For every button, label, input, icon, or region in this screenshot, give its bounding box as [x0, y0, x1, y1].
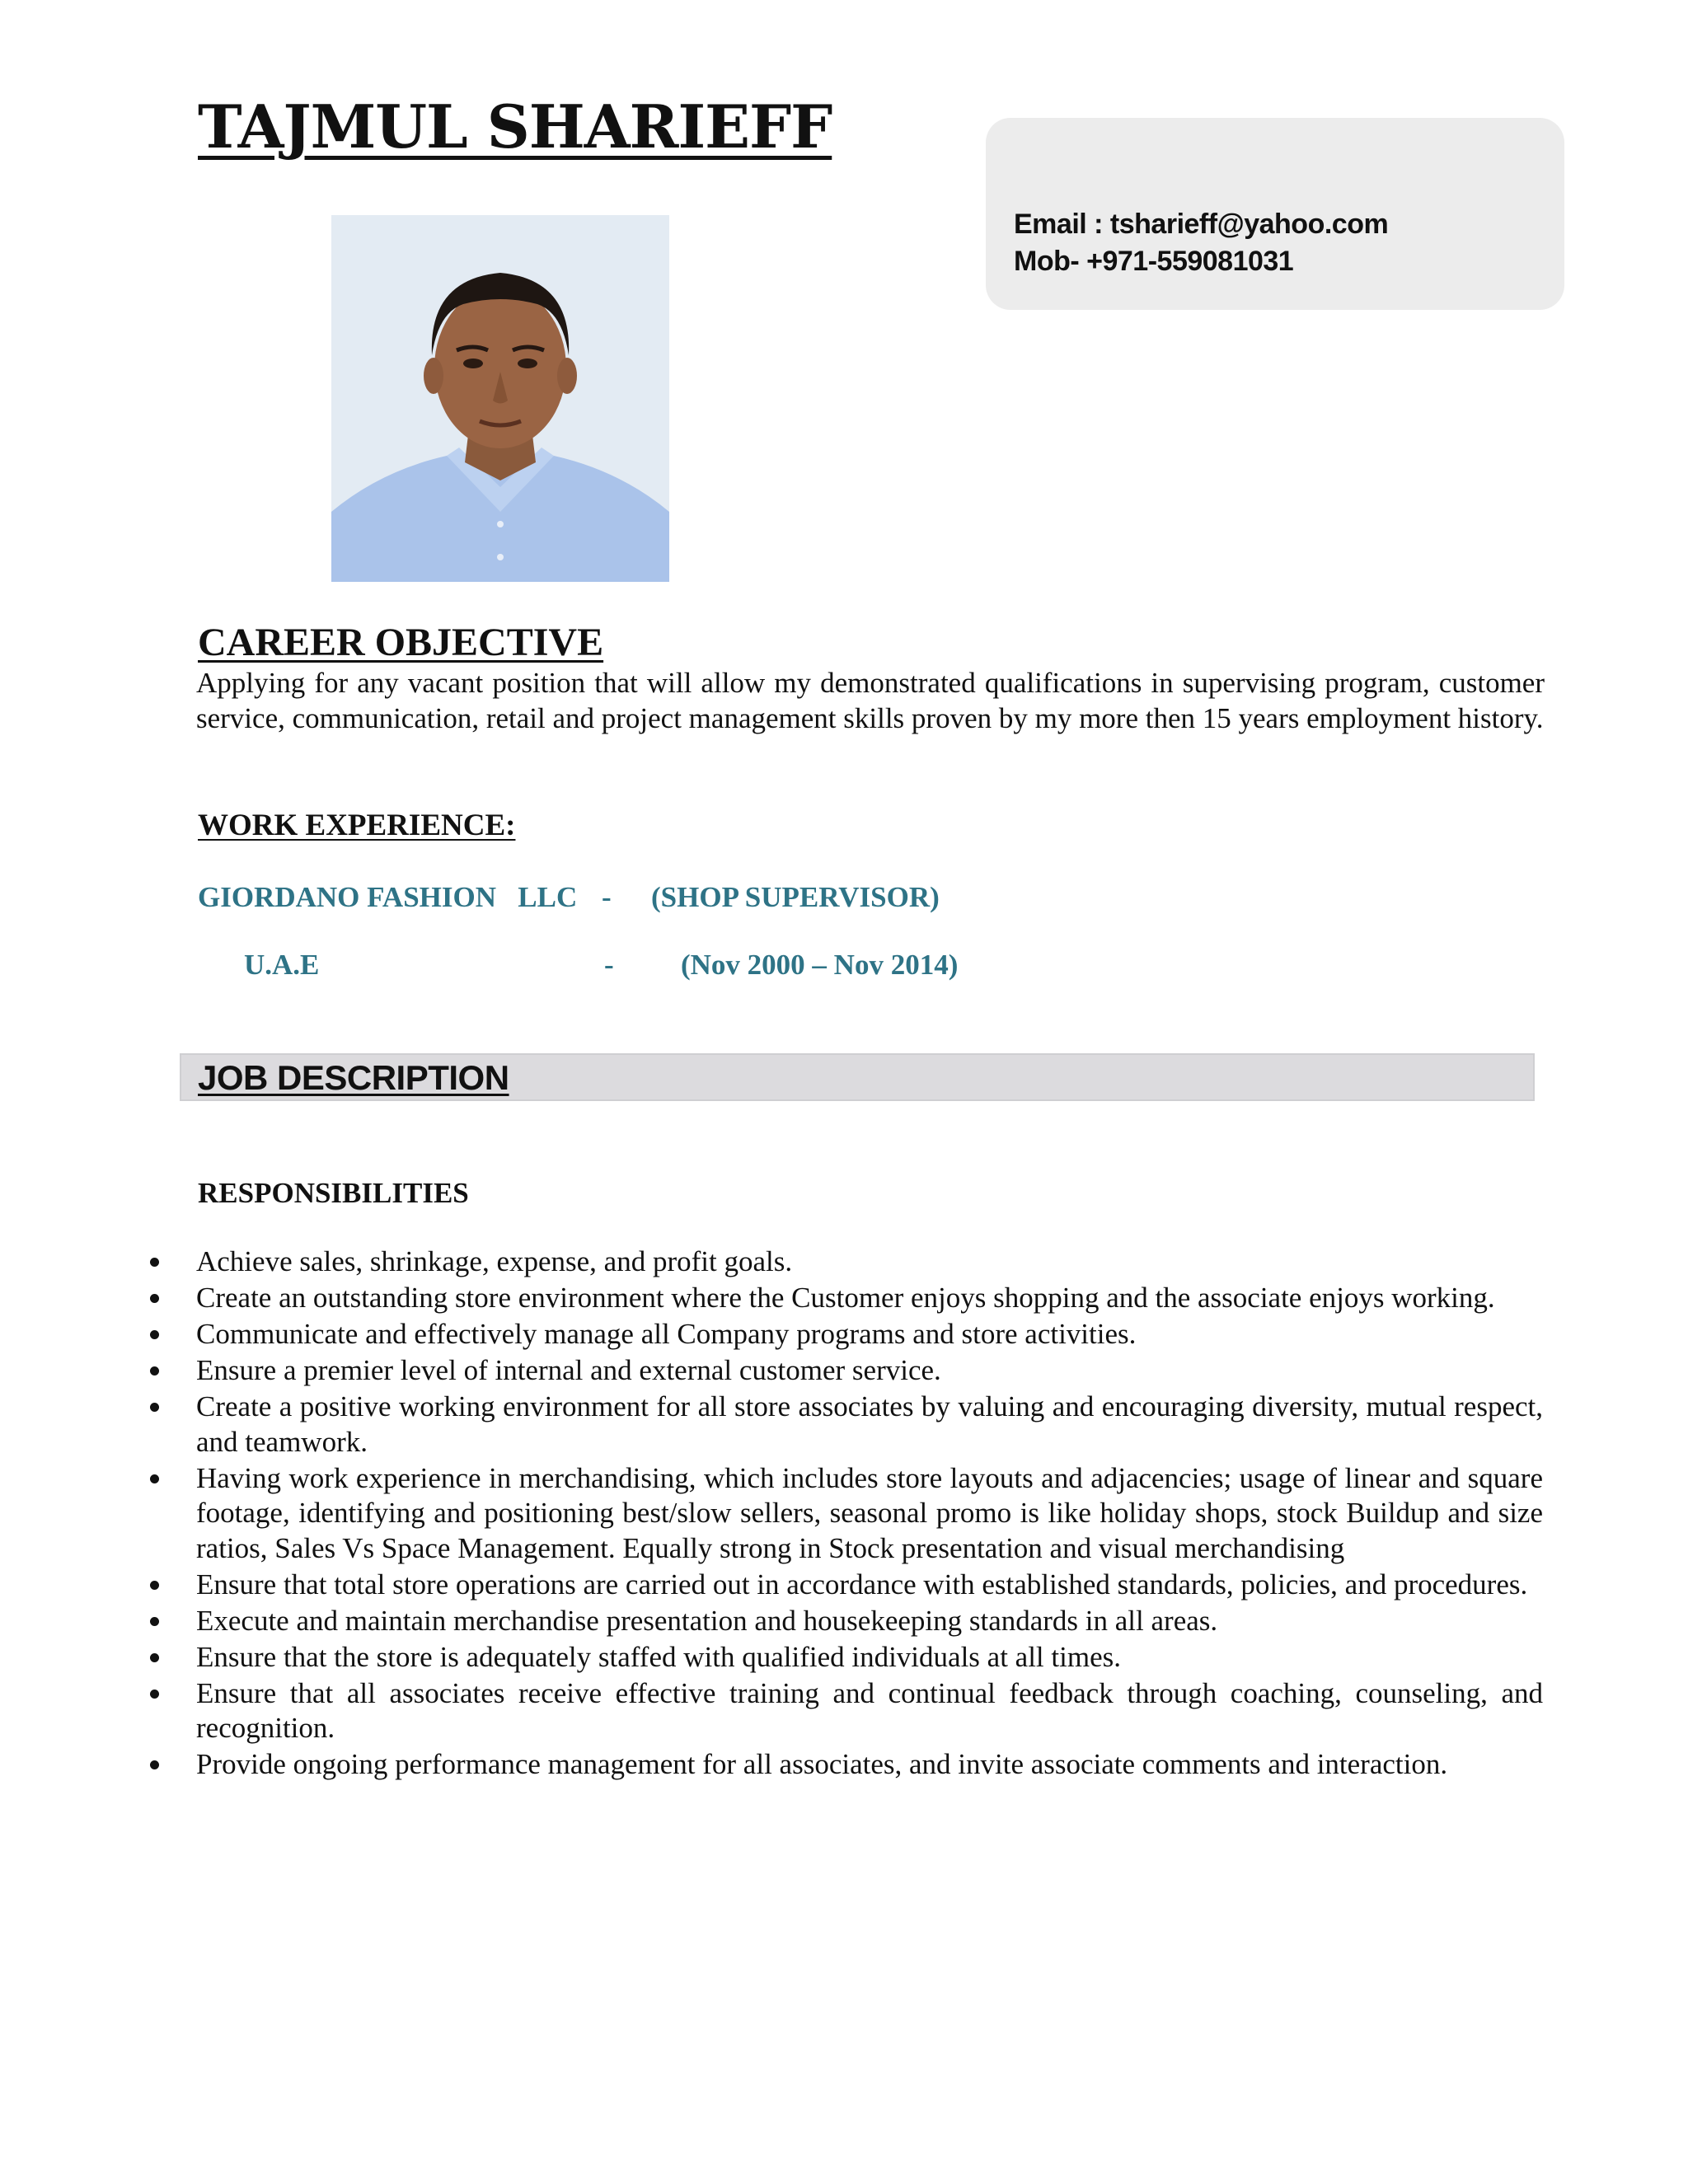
- list-item: Create a positive working environment for all store associates by valuing and encouraging diversity, mutual respect, and teamwork.: [196, 1390, 1543, 1460]
- responsibilities-list: [196, 1244, 1543, 1783]
- contact-email: Email : tsharieff@yahoo.com: [1014, 209, 1389, 240]
- candidate-name: TAJMUL SHARIEFF: [198, 91, 832, 162]
- list-item: Create an outstanding store environment where the Customer enjoys shopping and the associate enjoys working.: [196, 1281, 1543, 1316]
- profile-photo: [331, 215, 669, 582]
- company-dash: -: [602, 881, 612, 913]
- job-location: U.A.E: [244, 949, 320, 981]
- company-name: GIORDANO FASHION LLC: [198, 881, 578, 913]
- list-item: Ensure that the store is adequately staffed with qualified individuals at all times.: [196, 1640, 1543, 1675]
- list-item: Communicate and effectively manage all Company programs and store activities.: [196, 1317, 1543, 1352]
- list-item: Execute and maintain merchandise presentation and housekeeping standards in all areas.: [196, 1604, 1543, 1639]
- work-experience-heading: WORK EXPERIENCE:: [198, 808, 516, 842]
- job-role: (SHOP SUPERVISOR): [651, 881, 940, 913]
- list-item: Ensure that total store operations are carried out in accordance with established standards, policies, and procedures.: [196, 1568, 1543, 1603]
- list-item: Achieve sales, shrinkage, expense, and profit goals.: [196, 1244, 1543, 1280]
- period-dash: -: [604, 949, 614, 981]
- job-period: (Nov 2000 – Nov 2014): [681, 949, 959, 981]
- list-item: Ensure that all associates receive effective training and continual feedback through coaching, counseling, and recognition.: [196, 1676, 1543, 1746]
- contact-box: [986, 118, 1564, 310]
- list-item: Ensure a premier level of internal and external customer service.: [196, 1353, 1543, 1389]
- job-description-heading: JOB DESCRIPTION: [198, 1058, 509, 1097]
- responsibilities-heading: RESPONSIBILITIES: [198, 1177, 469, 1209]
- career-objective-text: Applying for any vacant position that will allow my demonstrated qualifications in supervising program, customer service, communication, retail and project management skills proven by my more then 15 years employment history.: [196, 667, 1545, 734]
- list-item: Having work experience in merchandising, which includes store layouts and adjacencies; usage of linear and square footage, identifying and positioning best/slow sellers, seasonal promo is like holiday shops, stock Buildup and size ratios, Sales Vs Space Management. Equally strong in Stock presentation and visual merchandising: [196, 1461, 1543, 1567]
- contact-mobile: Mob- +971-559081031: [1014, 246, 1294, 277]
- list-item: Provide ongoing performance management for all associates, and invite associate comments and interaction.: [196, 1747, 1543, 1783]
- profile-photo-illustration: [331, 215, 669, 582]
- career-objective-heading: CAREER OBJECTIVE: [198, 621, 604, 664]
